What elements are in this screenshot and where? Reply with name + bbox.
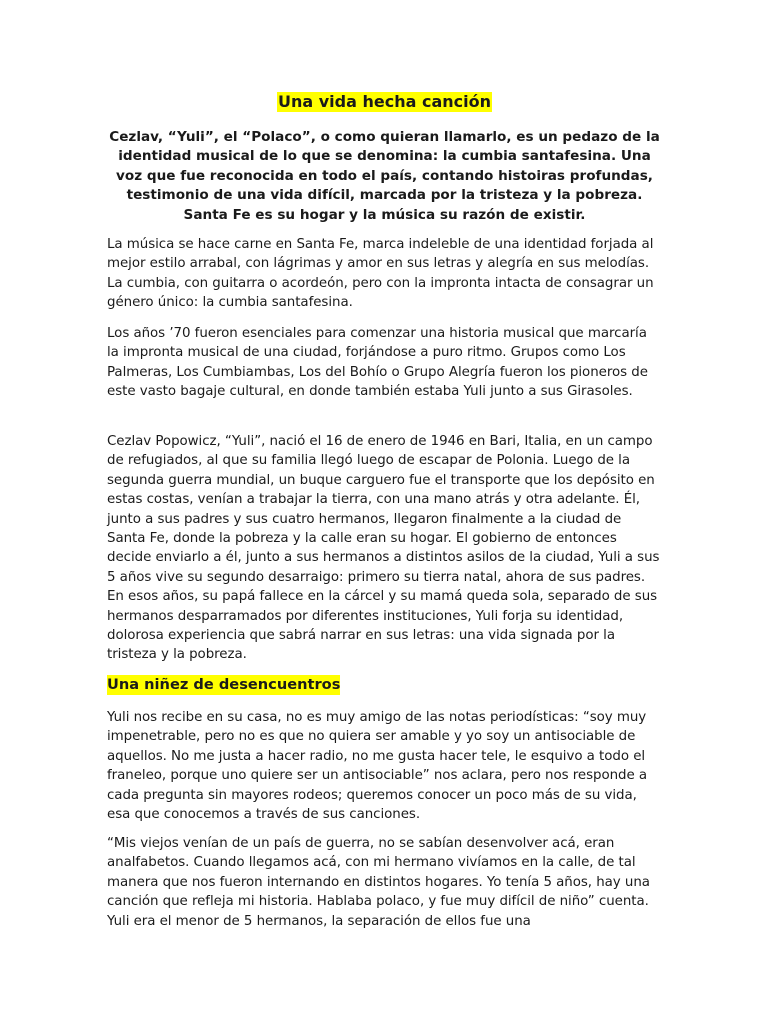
document-title: Una vida hecha canción	[278, 92, 491, 111]
section-heading: Una niñez de desencuentros	[107, 676, 341, 693]
body-paragraph: La música se hace carne en Santa Fe, marca indeleble de una identidad forjada al mejor estilo arrabal, con lágrimas y amor en sus letras y alegría en sus melodías. La cumbia, con guitarra o acordeón, pero con la impronta intacta de consagrar un género único: la cumbia santafesina.	[107, 237, 654, 311]
title-container	[107, 92, 662, 112]
body-paragraph: Cezlav Popowicz, “Yuli”, nació el 16 de enero de 1946 en Bari, Italia, en un campo de refugiados, al que su familia llegó luego de escapar de Polonia. Luego de la segunda guerra mundial, un buque carguero fue el transporte que los depósito en estas costas, venían a trabajar la tierra, con una mano atrás y otra adelante. Él, junto a sus padres y sus cuatro hermanos, llegaron finalmente a la ciudad de Santa Fe, donde la pobreza y la calle eran su hogar. El gobierno de entonces decide enviarlo a él, junto a sus hermanos a distintos asilos de la ciudad, Yuli a sus 5 años vive su segundo desarraigo: primero su tierra natal, ahora de sus padres. En esos años, su papá fallece en la cárcel y su mamá queda sola, separado de sus hermanos desparramados por diferentes instituciones, Yuli forja su identidad, dolorosa experiencia que sabrá narrar en sus letras: una vida signada por la tristeza y la pobreza.	[107, 434, 660, 663]
body-paragraph: Los años ’70 fueron esenciales para comenzar una historia musical que marcaría la impronta musical de una ciudad, forjándose a puro ritmo. Grupos como Los Palmeras, Los Cumbiambas, Los del Bohío o Grupo Alegría fueron los pioneros de este vasto bagaje cultural, en donde también estaba Yuli junto a sus Girasoles.	[107, 326, 648, 400]
body-paragraph: Yuli nos recibe en su casa, no es muy amigo de las notas periodísticas: “soy muy impenetrable, pero no es que no quiera ser amable y yo soy un antisociable de aquellos. No me justa a hacer radio, no me gusta hacer tele, le esquivo a todo el franeleo, porque uno quiere ser un antisociable” nos aclara, pero nos responde a cada pregunta sin mayores rodeos; queremos conocer un poco más de su vida, esa que conocemos a través de sus canciones.	[107, 710, 648, 823]
body-paragraph: “Mis viejos venían de un país de guerra, no se sabían desenvolver acá, eran analfabetos. Cuando llegamos acá, con mi hermano vivíamos en la calle, de tal manera que nos fueron internando en distintos hogares. Yo tenía 5 años, hay una canción que refleja mi historia. Hablaba polaco, y fue muy difícil de niño” cuenta. Yuli era el menor de 5 hermanos, la separación de ellos fue una	[107, 836, 650, 929]
section-heading-container	[107, 674, 340, 695]
lead-paragraph: Cezlav, “Yuli”, el “Polaco”, o como quieran llamarlo, es un pedazo de la identidad musical de lo que se denomina: la cumbia santafesina. Una voz que fue reconocida en todo el país, contando histoiras profundas, testimonio de una vida difícil, marcada por la tristeza y la pobreza. Santa Fe es su hogar y la música su razón de existir.	[109, 129, 660, 223]
